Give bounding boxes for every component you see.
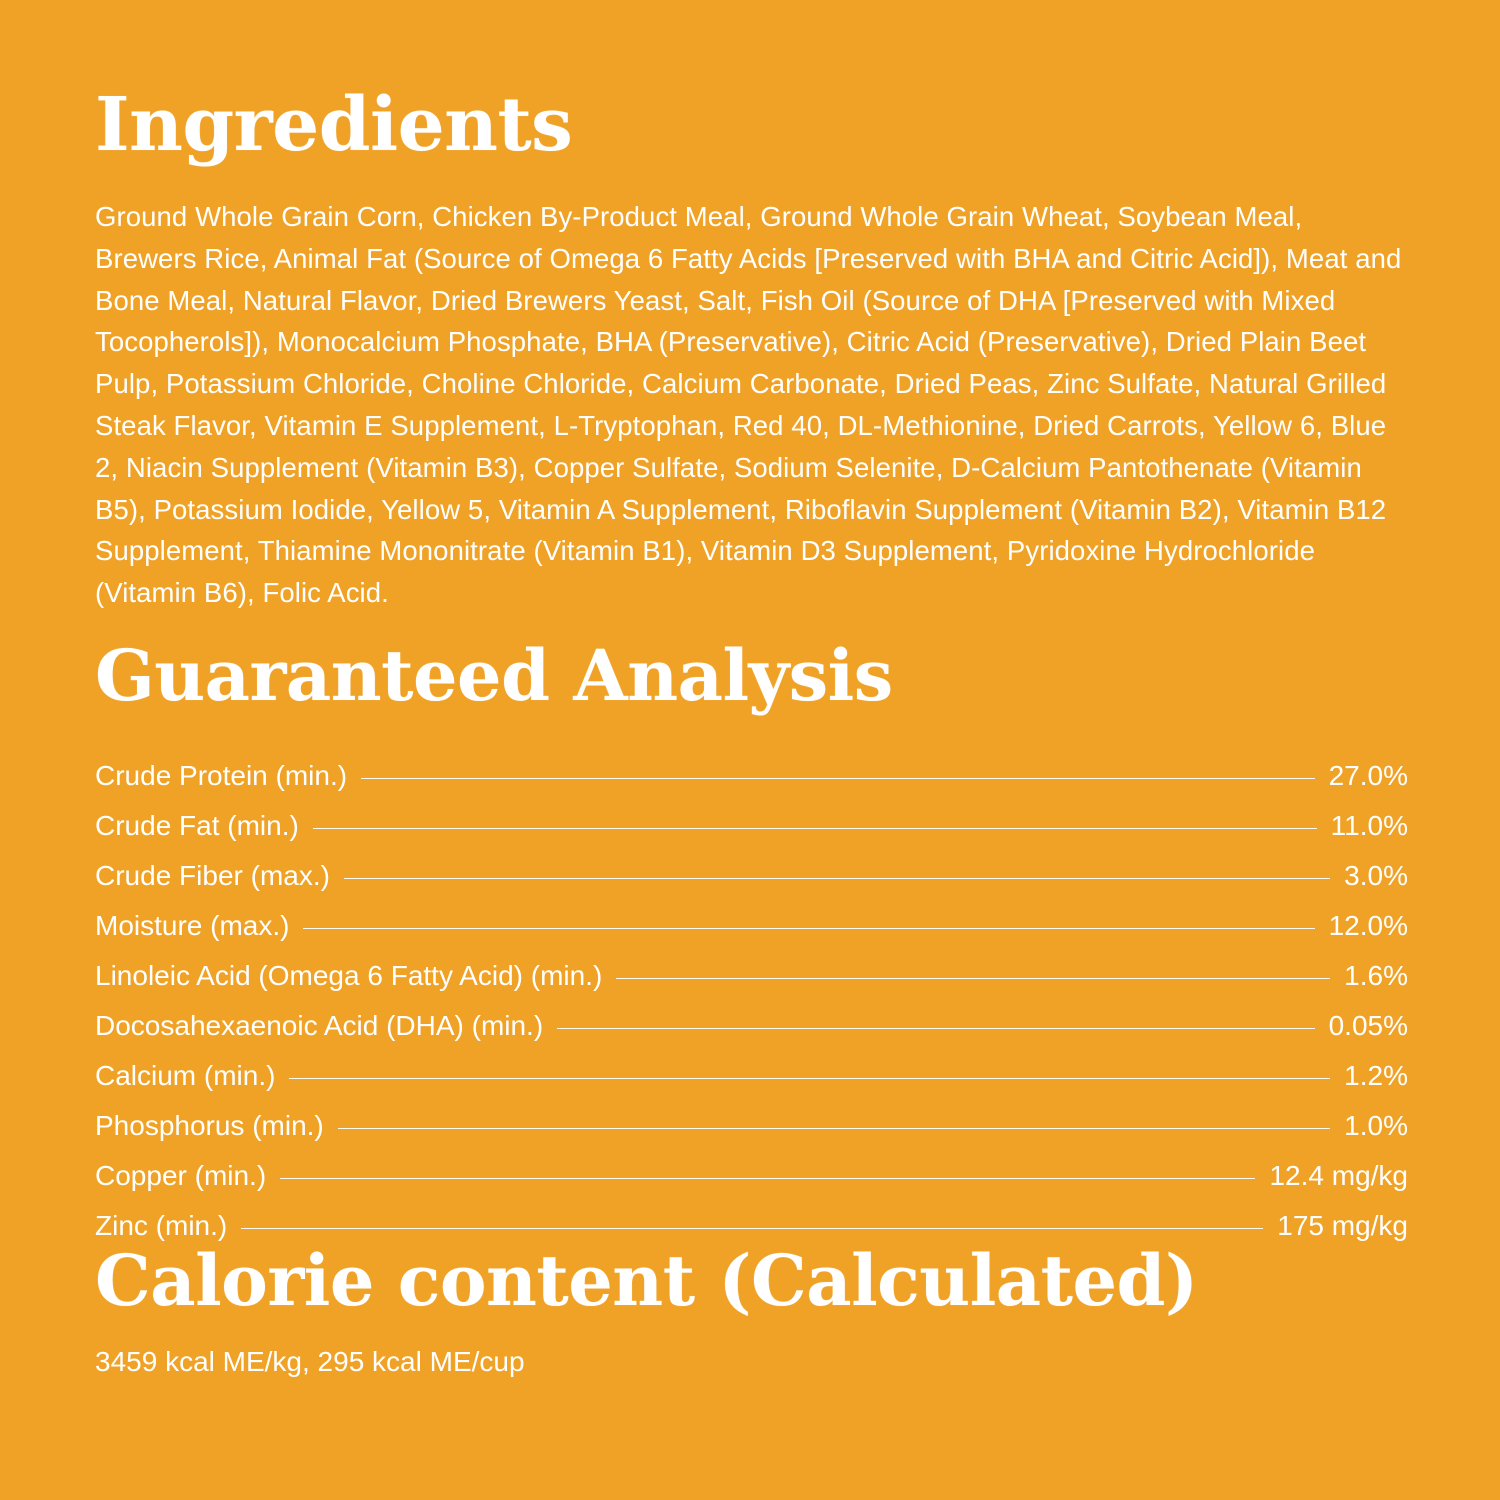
nutrient-label: Docosahexaenoic Acid (DHA) (min.) xyxy=(95,1010,544,1042)
nutrient-label: Crude Fiber (max.) xyxy=(95,860,330,892)
leader-line xyxy=(303,928,1314,929)
nutrient-value: 12.4 mg/kg xyxy=(1269,1160,1408,1192)
leader-line xyxy=(361,778,1315,779)
leader-line xyxy=(557,1028,1314,1029)
nutrient-label: Zinc (min.) xyxy=(95,1210,228,1242)
nutrient-value: 1.6% xyxy=(1344,960,1408,992)
calorie-content-text: 3459 kcal ME/kg, 295 kcal ME/cup xyxy=(95,1345,525,1377)
nutrient-value: 27.0% xyxy=(1328,760,1408,792)
guaranteed-analysis-row xyxy=(95,1051,1408,1101)
guaranteed-analysis-row xyxy=(95,1001,1408,1051)
nutrient-label: Crude Protein (min.) xyxy=(95,760,348,792)
nutrient-value: 12.0% xyxy=(1328,910,1408,942)
nutrient-value: 11.0% xyxy=(1330,810,1408,842)
nutrient-value: 1.2% xyxy=(1344,1060,1408,1092)
guaranteed-analysis-row xyxy=(95,801,1408,851)
guaranteed-analysis-row xyxy=(95,951,1408,1001)
guaranteed-analysis-row xyxy=(95,851,1408,901)
nutrient-value: 3.0% xyxy=(1344,860,1408,892)
calorie-content-section xyxy=(95,1238,1408,1408)
leader-line xyxy=(338,1128,1330,1129)
ingredients-heading: Ingredients xyxy=(95,82,573,168)
leader-line xyxy=(241,1228,1263,1229)
leader-line xyxy=(616,978,1330,979)
leader-line xyxy=(313,828,1317,829)
nutrient-label: Copper (min.) xyxy=(95,1160,267,1192)
guaranteed-analysis-row xyxy=(95,751,1408,801)
nutrient-label: Linoleic Acid (Omega 6 Fatty Acid) (min.) xyxy=(95,960,603,992)
leader-line xyxy=(289,1078,1330,1079)
nutrient-label: Phosphorus (min.) xyxy=(95,1110,324,1142)
ingredients-text: Ground Whole Grain Corn, Chicken By-Product Meal, Ground Whole Grain Wheat, Soybean Meal, Brewers Rice, Animal Fat (Source of Omega 6 Fatty Acids [Preserved with BHA and Citric Acid]), Meat and Bone Meal, Natural Flavor, Dried Brewers Yeast, Salt, Fish Oil (Source of DHA [Preserved with Mixed Tocopherols]), Monocalcium Phosphate, BHA (Preservative), Citric Acid (Preservative), Dried Plain Beet Pulp, Potassium Chloride, Choline Chloride, Calcium Carbonate, Dried Peas, Zinc Sulfate, Natural Grilled Steak Flavor, Vitamin E Supplement, L-Tryptophan, Red 40, DL-Methionine, Dried Carrots, Yellow 6, Blue 2, Niacin Supplement (Vitamin B3), Copper Sulfate, Sodium Selenite, D-Calcium Pantothenate (Vitamin B5), Potassium Iodide, Yellow 5, Vitamin A Supplement, Riboflavin Supplement (Vitamin B2), Vitamin B12 Supplement, Thiamine Mononitrate (Vitamin B1), Vitamin D3 Supplement, Pyridoxine Hydrochloride (Vitamin B6), Folic Acid. xyxy=(95,201,1402,609)
guaranteed-analysis-row xyxy=(95,1101,1408,1151)
leader-line xyxy=(344,878,1330,879)
guaranteed-analysis-row xyxy=(95,901,1408,951)
nutrient-label: Moisture (max.) xyxy=(95,910,290,942)
nutrient-value: 175 mg/kg xyxy=(1277,1210,1408,1242)
nutrient-value: 1.0% xyxy=(1344,1110,1408,1142)
nutrient-label: Calcium (min.) xyxy=(95,1060,276,1092)
guaranteed-analysis-heading: Guaranteed Analysis xyxy=(95,634,893,718)
guaranteed-analysis-list xyxy=(95,751,1408,1251)
nutrient-label: Crude Fat (min.) xyxy=(95,810,299,842)
leader-line xyxy=(280,1178,1255,1179)
calorie-content-heading: Calorie content (Calculated) xyxy=(95,1238,1198,1322)
guaranteed-analysis-row xyxy=(95,1151,1408,1201)
nutrient-value: 0.05% xyxy=(1328,1010,1408,1042)
